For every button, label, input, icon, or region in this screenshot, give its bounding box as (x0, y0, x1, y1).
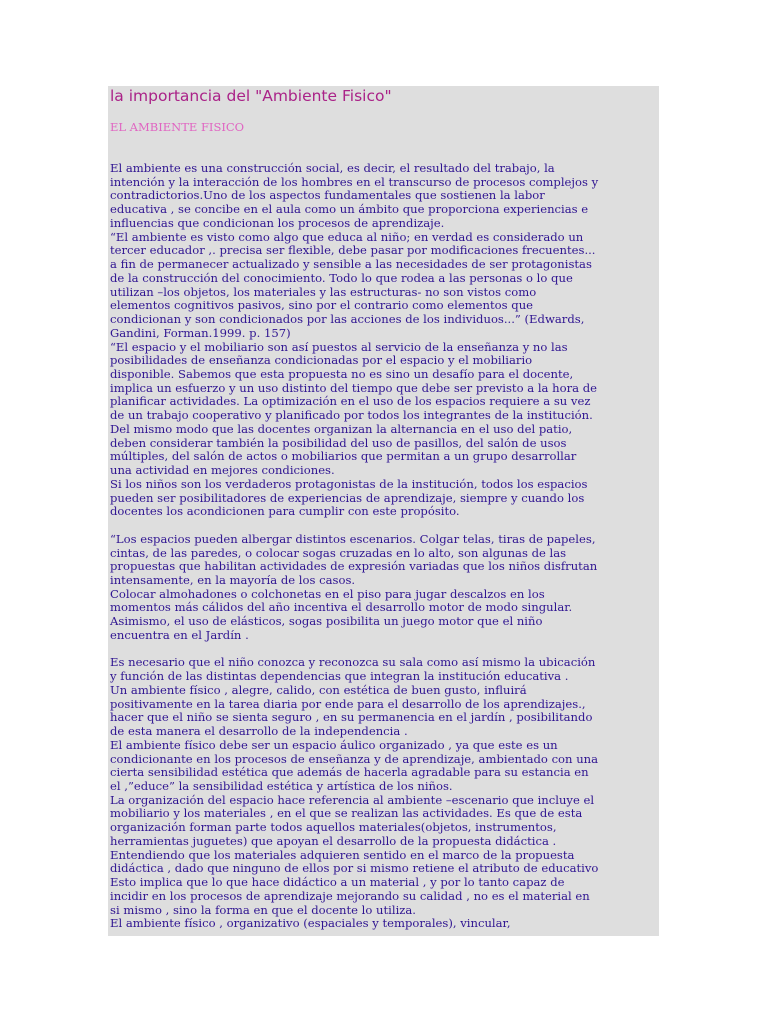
text-line: “Los espacios pueden albergar distintos escenarios. Colgar telas, tiras de papeles, (110, 531, 596, 546)
text-line: contradictorios.Uno de los aspectos fundamentales que sostienen la labor (110, 188, 545, 203)
document-title: la importancia del "Ambiente Fisico" (110, 87, 392, 105)
text-line: Si los niños son los verdaderos protagonistas de la institución, todos los espacios (110, 476, 588, 491)
paragraph-gap (110, 643, 659, 657)
text-line: mobiliario y los materiales , en el que se realizan las actividades. Es que de esta (110, 806, 583, 821)
body-paragraph (110, 656, 659, 931)
text-line: incidir en los procesos de aprendizaje mejorando su calidad , no es el material en (110, 888, 590, 903)
text-line: “El ambiente es visto como algo que educa al niño; en verdad es considerado un (110, 229, 584, 244)
text-line: El ambiente físico debe ser un espacio áulico organizado , ya que este es un (110, 737, 558, 752)
text-line: docentes los acondicionen para cumplir con este propósito. (110, 504, 460, 519)
text-line: de la construcción del conocimiento. Todo lo que rodea a las personas o lo que (110, 270, 573, 285)
text-line: El ambiente físico , organizativo (espaciales y temporales), vincular, (110, 916, 511, 931)
text-line: Colocar almohadones o colchonetas en el piso para jugar descalzos en los (110, 586, 545, 601)
text-line: Asimismo, el uso de elásticos, sogas posibilita un juego motor que el niño (110, 614, 543, 629)
text-line: de esta manera el desarrollo de la independencia . (110, 724, 408, 739)
text-line: implica un esfuerzo y un uso distinto del tiempo que debe ser previsto a la hora de (110, 380, 598, 395)
text-line: pueden ser posibilitadores de experiencias de aprendizaje, siempre y cuando los (110, 490, 585, 505)
text-line: Entendiendo que los materiales adquieren sentido en el marco de la propuesta (110, 847, 575, 862)
text-line: de un trabajo cooperativo y planificado por todos los integrantes de la institución. (110, 408, 593, 423)
text-line: disponible. Sabemos que esta propuesta no es sino un desafío para el docente, (110, 367, 574, 382)
text-line: y función de las distintas dependencias que integran la institución educativa . (110, 669, 569, 684)
text-line: múltiples, del salón de actos o mobiliarios que permitan a un grupo desarrollar (110, 449, 577, 464)
body-paragraph (110, 533, 659, 643)
paragraph-gap (110, 519, 659, 533)
text-line: intención y la interacción de los hombres en el transcurso de procesos complejos y (110, 174, 599, 189)
text-line: hacer que el niño se sienta seguro , en su permanencia en el jardín , posibilitando (110, 710, 593, 725)
body-paragraph (110, 162, 659, 519)
text-line: encuentra en el Jardín . (110, 627, 249, 642)
text-line: si mismo , sino la forma en que el docente lo utiliza. (110, 902, 416, 917)
text-line: Un ambiente físico , alegre, calido, con estética de buen gusto, influirá (110, 682, 527, 697)
text-line: intensamente, en la mayoría de los casos. (110, 573, 356, 588)
text-line: El ambiente es una construcción social, es decir, el resultado del trabajo, la (110, 161, 555, 175)
text-line: “El espacio y el mobiliario son así puestos al servicio de la enseñanza y no las (110, 339, 568, 354)
text-line: deben considerar también la posibilidad del uso de pasillos, del salón de usos (110, 435, 567, 450)
text-line: La organización del espacio hace referencia al ambiente –escenario que incluye el (110, 792, 595, 807)
text-line: Esto implica que lo que hace didáctico a un material , y por lo tanto capaz de (110, 875, 565, 890)
text-line: herramientas juguetes) que apoyan el desarrollo de la propuesta didáctica . (110, 833, 557, 848)
text-line: positivamente en la tarea diaria por ende para el desarrollo de los aprendizajes., (110, 696, 586, 711)
text-line: momentos más cálidos del año incentiva el desarrollo motor de modo singular. (110, 600, 573, 615)
text-line: posibilidades de enseñanza condicionadas por el espacio y el mobiliario (110, 353, 533, 368)
document-subtitle: EL AMBIENTE FISICO (110, 120, 245, 134)
text-line: a fin de permanecer actualizado y sensible a las necesidades de ser protagonistas (110, 257, 592, 272)
text-line: utilizan –los objetos, los materiales y las estructuras- no son vistos como (110, 284, 537, 299)
text-line: cintas, de las paredes, o colocar sogas cruzadas en lo alto, son algunas de las (110, 545, 567, 560)
document-panel (108, 86, 659, 936)
text-line: organización forman parte todos aquellos materiales(objetos, instrumentos, (110, 820, 557, 835)
text-line: influencias que condicionan los procesos de aprendizaje. (110, 215, 445, 230)
text-line: Del mismo modo que las docentes organizan la alternancia en el uso del patio, (110, 421, 573, 436)
text-line: Gandini, Forman.1999. p. 157) (110, 325, 291, 340)
text-line: propuestas que habilitan actividades de expresión variadas que los niños disfrutan (110, 559, 598, 574)
text-line: elementos cognitivos pasivos, sino por el contrario como elementos que (110, 298, 534, 313)
text-line: el ,”educe” la sensibilidad estética y artística de los niños. (110, 779, 453, 794)
text-line: condicionante en los procesos de enseñanza y de aprendizaje, ambientado con una (110, 751, 599, 766)
text-line: tercer educador ,. precisa ser flexible, debe pasar por modificaciones frecuentes... (110, 243, 596, 258)
text-line: educativa , se concibe en el aula como un ámbito que proporciona experiencias e (110, 202, 589, 217)
text-line: didáctica , dado que ninguno de ellos por si mismo retiene el atributo de educativo (110, 861, 599, 876)
text-line: una actividad en mejores condiciones. (110, 463, 335, 478)
document-body (110, 162, 659, 931)
text-line: cierta sensibilidad estética que además de hacerla agradable para su estancia en (110, 765, 589, 780)
text-line: planificar actividades. La optimización en el uso de los espacios requiere a su vez (110, 394, 591, 409)
text-line: Es necesario que el niño conozca y reconozca su sala como así mismo la ubicación (110, 655, 596, 670)
text-line: condicionan y son condicionados por las acciones de los individuos...” (Edwards, (110, 312, 585, 327)
